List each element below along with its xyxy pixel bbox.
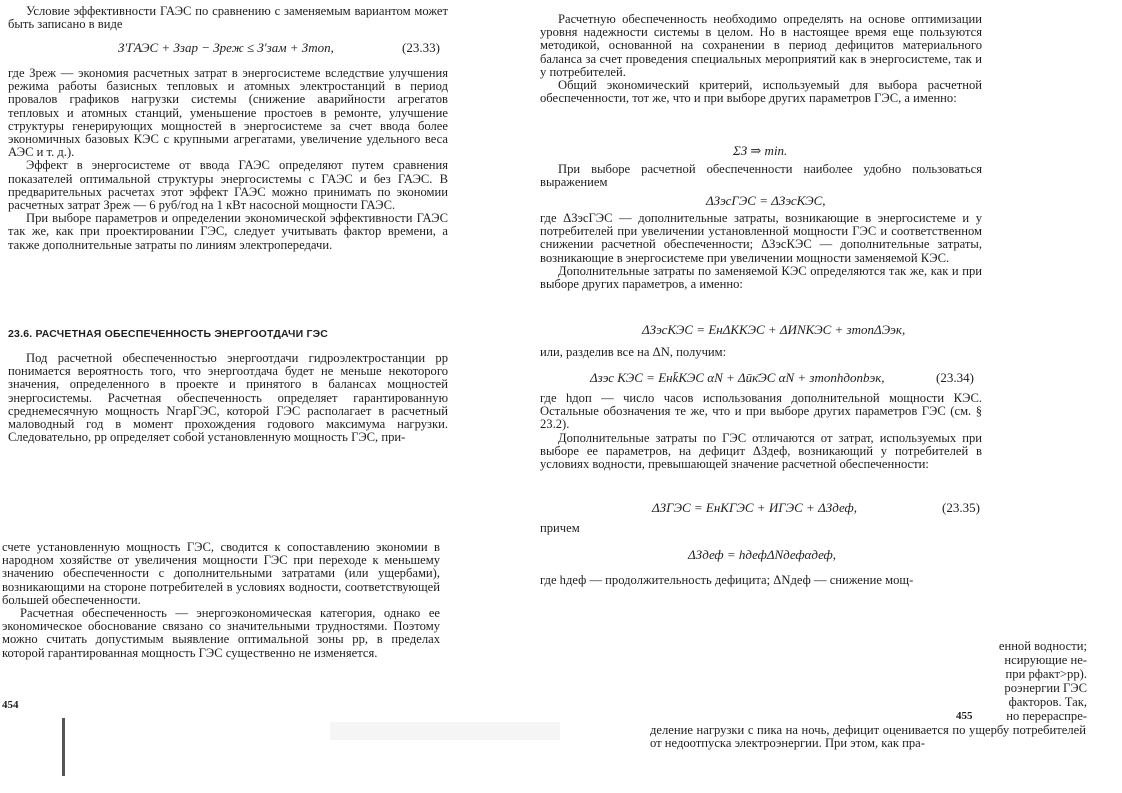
left-paragraph-2: где Зреж — экономия расчетных затрат в энергосистеме вследствие улучшения режима работы базисных тепловых и атомных электростанций в период провалов графиков нагрузки системы (снижение аварийности агрегатов тепловых и атомных станций, уменьшение простоев в ремонте, улучшение структуры генерирующих мощностей в энергосистеме за счет ввода более экономичных базовых КЭС с крупными агрегатами, увеличение удельного веса АЭС и т. д.). Эффект в энергосистеме от ввода ГАЭС определяют путем сравнения показателей оптимальной структуры энергосистемы с ГАЭС и без ГАЭС. В предварительных расчетах этот эффект ГАЭС можно принимать по экономии расчетных затрат Зреж — 6 руб/год на 1 кВт насосной мощности ГАЭС. При выборе параметров и определении экономической эффективности ГАЭС так же, как при проектировании ГЭС, следует учитывать фактор времени, а также дополнительные затраты по линиям электропередачи. — [8, 66, 448, 252]
overlap-fragment: нсирующие не- — [1004, 653, 1087, 667]
formula-23-35-number: (23.35) — [942, 500, 980, 515]
binding-edge — [62, 718, 65, 776]
right-paragraph-4: или, разделив все на ΔN, получим: — [540, 345, 727, 359]
formula-23-33-number: (23.33) — [402, 40, 440, 55]
formula-23-35: ΔЗГЭС = EнKГЭС + ИГЭС + ΔЗдеф, — [652, 500, 857, 515]
left-bottom-paragraph: счете установленную мощность ГЭС, сводится к сопоставлению экономии в народном хозяйстве от увеличения мощности ГЭС при переходе к меньшему значению обеспеченности с дополнительными затратами (или ущербами), возникающими на стороне потребителей в условиях водности, соответствующей большей обеспеченности. Расчетная обеспеченность — энергоэкономическая категория, однако ее экономическое обоснование связано со значительными трудностями. Поэтому можно считать допустимым выявление оптимальной зоны pр, в пределах которой гарантированная мощность ГЭС существенно не изменяется. — [2, 540, 440, 660]
right-bottom-paragraph: деление нагрузки с пика на ночь, дефицит оценивается по ущербу потребителей от недоотпуска электроэнергии. При этом, как пра- — [650, 723, 1086, 751]
formula-equal: ΔЗэсГЭС = ΔЗэсКЭС, — [706, 193, 826, 208]
bleed-through-mark — [330, 722, 560, 740]
section-heading: 23.6. РАСЧЕТНАЯ ОБЕСПЕЧЕННОСТЬ ЭНЕРГООТДАЧИ ГЭС — [8, 328, 329, 340]
left-paragraph-1: Условие эффективности ГАЭС по сравнению с заменяемым вариантом может быть записано в виде — [8, 4, 448, 32]
overlap-fragment: енной водности; — [998, 639, 1087, 653]
right-paragraph-6: причем — [540, 521, 580, 535]
right-paragraph-2: При выборе расчетной обеспеченности наиболее удобно пользоваться выражением — [540, 162, 982, 190]
right-paragraph-5: где hдоп — число часов использования дополнительной мощности КЭС. Остальные обозначения те же, что и при выборе других параметров ГЭС (см. § 23.2). Дополнительные затраты по ГЭС отличаются от затрат, используемых при выборе ее параметров, на дефицит ΔЗдеф, возникающий у потребителей в условиях водности, превышающей значение расчетной обеспеченности: — [540, 391, 982, 472]
formula-sum: ΣЗ ⇒ min. — [733, 143, 788, 158]
page-number-left: 454 — [2, 699, 19, 711]
formula-23-34-number: (23.34) — [936, 370, 974, 385]
right-paragraph-3: где ΔЗэсГЭС — дополнительные затраты, возникающие в энергосистеме и у потребителей при увеличении установленной мощности ГЭС и соответственном снижении расчетной обеспеченности; ΔЗэсКЭС — дополнительные затраты, возникающие в энергосистеме при увеличении мощности заменяемой КЭС. Дополнительные затраты по заменяемой КЭС определяются так же, как и при выборе других параметров, а именно: — [540, 211, 982, 292]
overlap-fragment: при pфакт>pр). — [1005, 667, 1087, 681]
overlap-fragment: но перераспре- — [1006, 709, 1087, 723]
right-paragraph-7: где hдеф — продолжительность дефицита; ΔNдеф — снижение мощ- — [540, 573, 914, 587]
formula-23-34: Δзэс КЭС = Eнk̄КЭС αN + Δūк̄ЭС αN + зтопhдопbэк, — [590, 370, 885, 385]
formula-23-33: З′ГАЭС + Ззар − Зреж ≤ З′зам + Зтоп, — [118, 40, 334, 55]
formula-deficit: ΔЗдеф = hдефΔNдефαдеф, — [688, 547, 837, 562]
right-paragraph-1: Расчетную обеспеченность необходимо определять на основе оптимизации уровня надежности системы в целом. Но в настоящее время еще пользуются методикой, основанной на сохранении в период дефицитов материального баланса за счет проведения специальных мероприятий как в энергосистеме, так и у потребителей. Общий экономический критерий, используемый для выбора расчетной обеспеченности, тот же, что и при выборе других параметров ГЭС, а именно: — [540, 12, 982, 106]
page-number-right: 455 — [956, 710, 973, 722]
overlap-fragment: факторов. Так, — [1008, 695, 1087, 709]
formula-kes: ΔЗэсКЭС = EнΔKКЭС + ΔИNКЭС + зтопΔЭэк, — [642, 322, 906, 337]
overlap-fragment: роэнергии ГЭС — [1004, 681, 1087, 695]
section-paragraph: Под расчетной обеспеченностью энергоотдачи гидроэлектростанции pр понимается вероятность того, что энергоотдача будет не меньше некоторого значения, определенного в проекте и принятого в балансах мощностей энергосистемы. Расчетная обеспеченность определяет гарантированную среднемесячную мощность NгарГЭС, которой ГЭС располагает в расчетный маловодный год в момент прохождения годового максимума нагрузки. Следовательно, pр определяет собой установленную мощность ГЭС, при- — [8, 351, 448, 445]
